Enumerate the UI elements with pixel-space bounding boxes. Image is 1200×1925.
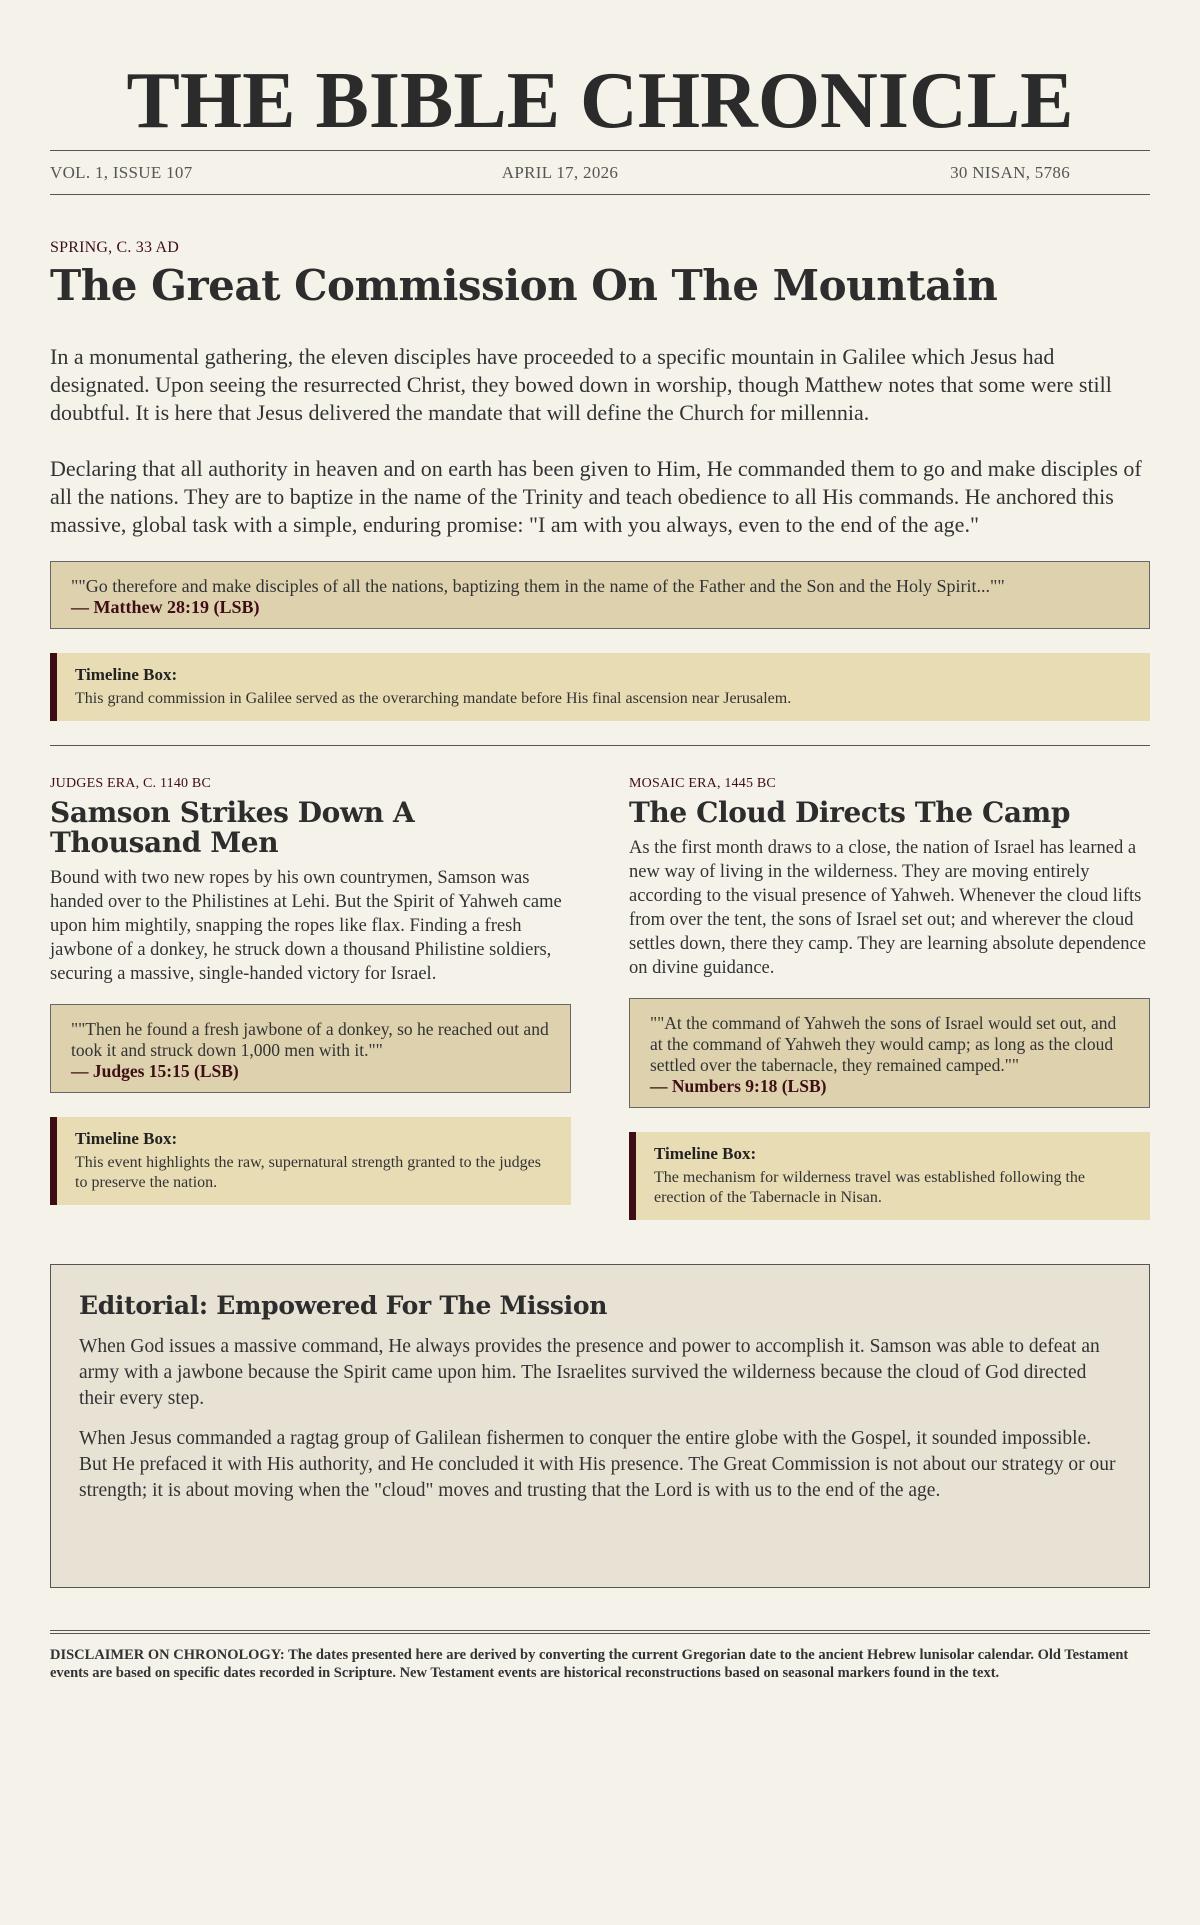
issue-date: APRIL 17, 2026 bbox=[501, 162, 619, 182]
scripture-quote-box bbox=[50, 561, 1150, 629]
timeline-label: Timeline Box: bbox=[654, 1144, 757, 1163]
issue-volume: VOL. 1, ISSUE 107 bbox=[50, 162, 193, 182]
left-body: Bound with two new ropes by his own countrymen, Samson was handed over to the Philistines at Lehi. But the Spirit of Yahweh came upon him mightily, snapping the ropes like flax. Finding a fresh jawbone of a donkey, he struck down a thousand Philistine soldiers, securing a massive, single-handed victory for Israel. bbox=[50, 868, 562, 984]
hebrew-date: 30 NISAN, 5786 bbox=[950, 162, 1070, 182]
quote-text: ""Then he found a fresh jawbone of a donkey, so he reached out and took it and struck down 1,000 men with it."" bbox=[71, 1019, 549, 1060]
masthead bbox=[50, 0, 1150, 195]
lead-paragraph: Declaring that all authority in heaven and on earth has been given to Him, He commanded them to go and make disciples of all the nations. They are to baptize in the name of the Trinity and teach obedience to all His commands. He anchored this massive, global task with a simple, enduring promise: "I am with you always, even to the end of the age." bbox=[50, 456, 1142, 537]
lead-era-label: SPRING, C. 33 AD bbox=[50, 239, 180, 256]
left-story bbox=[50, 776, 571, 1220]
masthead-info-bar bbox=[50, 150, 1150, 195]
editorial-paragraph: When God issues a massive command, He always provides the presence and power to accomplish it. Samson was able to defeat an army with a jawbone because the Spirit came upon him. The Israelites survived the wilderness because the cloud of God directed their every step. bbox=[79, 1336, 1100, 1409]
left-headline: Samson Strikes Down A Thousand Men bbox=[50, 796, 415, 859]
quote-text: ""At the command of Yahweh the sons of Israel would set out, and at the command of Yahweh they would camp; as long as the cloud settled over the tabernacle, they remained camped."" bbox=[650, 1013, 1117, 1075]
timeline-text: The mechanism for wilderness travel was established following the erection of the Tabernacle in Nisan. bbox=[654, 1169, 1085, 1206]
lead-paragraph: In a monumental gathering, the eleven disciples have proceeded to a specific mountain in Galilee which Jesus had designated. Upon seeing the resurrected Christ, they bowed down in worship, though Matthew notes that some were still doubtful. It is here that Jesus delivered the mandate that will define the Church for millennia. bbox=[50, 344, 1112, 425]
disclaimer-text: DISCLAIMER ON CHRONOLOGY: The dates presented here are derived by converting the current Gregorian date to the ancient Hebrew lunisolar calendar. Old Testament events are based on specific dates recorded in Scripture. New Testament events are historical reconstructions based on seasonal markers found in the text. bbox=[50, 1647, 1129, 1681]
timeline-text: This event highlights the raw, supernatural strength granted to the judges to preserve the nation. bbox=[75, 1154, 541, 1191]
quote-reference: — Judges 15:15 (LSB) bbox=[71, 1061, 239, 1081]
scripture-quote-box bbox=[50, 1004, 571, 1093]
editorial-title: Editorial: Empowered For The Mission bbox=[79, 1291, 608, 1320]
right-body: As the first month draws to a close, the nation of Israel has learned a new way of living in the wilderness. They are moving entirely according to the visual presence of Yahweh. Whenever the cloud lifts from over the tent, the sons of Israel set out; and wherever the cloud settles down, there they camp. They are learning absolute dependence on divine guidance. bbox=[629, 838, 1146, 978]
timeline-box bbox=[50, 653, 1150, 721]
editorial-paragraph: When Jesus commanded a ragtag group of Galilean fishermen to conquer the entire globe with the Gospel, it sounded impossible. But He prefaced it with His authority, and He concluded it with His presence. The Great Commission is not about our strategy or our strength; it is about moving when the "cloud" moves and trusting that the Lord is with us to the end of the age. bbox=[79, 1428, 1116, 1501]
timeline-text: This grand commission in Galilee served as the overarching mandate before His final ascension near Jerusalem. bbox=[75, 690, 792, 707]
quote-reference: — Matthew 28:19 (LSB) bbox=[71, 597, 260, 617]
lead-headline: The Great Commission On The Mountain bbox=[50, 261, 998, 310]
timeline-label: Timeline Box: bbox=[75, 1129, 178, 1148]
quote-reference: — Numbers 9:18 (LSB) bbox=[650, 1076, 827, 1096]
right-era-label: MOSAIC ERA, 1445 BC bbox=[629, 776, 776, 791]
timeline-label: Timeline Box: bbox=[75, 665, 178, 684]
masthead-title: THE BIBLE CHRONICLE bbox=[126, 57, 1074, 145]
footer-disclaimer bbox=[50, 1630, 1150, 1682]
timeline-box bbox=[50, 1117, 571, 1205]
editorial-box bbox=[50, 1264, 1150, 1588]
left-era-label: JUDGES ERA, C. 1140 BC bbox=[50, 776, 212, 791]
right-headline: The Cloud Directs The Camp bbox=[629, 796, 1071, 829]
scripture-quote-box bbox=[629, 998, 1150, 1108]
quote-text: ""Go therefore and make disciples of all the nations, baptizing them in the name of the Father and the Son and the Holy Spirit..."" bbox=[71, 576, 1005, 596]
timeline-box bbox=[629, 1132, 1150, 1220]
lead-story bbox=[50, 195, 1150, 721]
right-story bbox=[629, 776, 1150, 1220]
two-column-stories bbox=[50, 746, 1150, 1220]
